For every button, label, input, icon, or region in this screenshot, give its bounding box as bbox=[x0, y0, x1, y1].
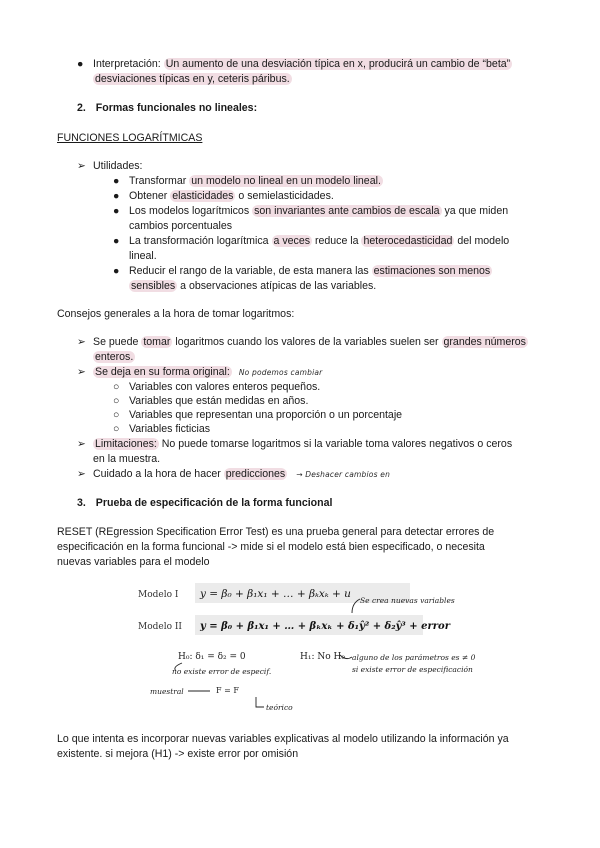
highlight: a veces bbox=[273, 235, 311, 247]
note-new-vars: Se crea nuevas variables bbox=[360, 596, 455, 605]
sub-item: Variables que representan una proporción o un porcentaje bbox=[129, 409, 403, 421]
highlight: sensibles bbox=[131, 280, 176, 292]
utilidad-3-line-2: cambios porcentuales bbox=[129, 220, 233, 232]
bullet-dot: ● bbox=[113, 235, 120, 247]
arrow-teorico bbox=[256, 697, 264, 707]
highlight: grandes números bbox=[443, 336, 526, 348]
arrow-bullet: ➢ bbox=[77, 438, 86, 450]
arrow-bullet: ➢ bbox=[77, 468, 86, 480]
utilidad-4: La transformación logarítmica a veces reduce la heterocedasticidad del modelo bbox=[129, 235, 510, 247]
highlight: un modelo no lineal en un modelo lineal. bbox=[191, 175, 381, 187]
arrow-bullet: ➢ bbox=[77, 366, 86, 378]
utilidad-2: Obtener elasticidades o semielasticidades. bbox=[129, 190, 334, 202]
consejos-intro: Consejos generales a la hora de tomar logaritmos: bbox=[57, 308, 295, 320]
highlight: Limitaciones: bbox=[95, 438, 157, 450]
circle-bullet: ○ bbox=[113, 409, 120, 421]
highlight: Un aumento de una desviación típica en x, producirá un cambio de “beta” bbox=[165, 58, 511, 70]
bullet-dot: ● bbox=[113, 265, 120, 277]
highlight: Se deja en su forma original: bbox=[95, 366, 230, 378]
sub-item: Variables que están medidas en años. bbox=[129, 395, 309, 407]
utilidad-5: Reducir el rango de la variable, de esta manera las estimaciones son menos bbox=[129, 265, 491, 277]
highlight: heterocedasticidad bbox=[363, 235, 453, 247]
consejo-4: Cuidado a la hora de hacer predicciones → Deshacer cambios en bbox=[93, 468, 391, 480]
closing-line-1: Lo que intenta es incorporar nuevas variables explicativas al modelo utilizando la información ya bbox=[57, 733, 509, 745]
highlight: tomar bbox=[143, 336, 171, 348]
circle-bullet: ○ bbox=[113, 395, 120, 407]
sub-item: Variables ficticias bbox=[129, 423, 211, 435]
highlight: son invariantes ante cambios de escala bbox=[254, 205, 440, 217]
utilidades-label: Utilidades: bbox=[93, 160, 143, 172]
utilidad-3: Los modelos logarítmicos son invariantes ante cambios de escala ya que miden bbox=[129, 205, 509, 217]
subheading-funciones-logaritmicas: FUNCIONES LOGARÍTMICAS bbox=[57, 132, 203, 144]
reset-paragraph-line-1: RESET (REgression Specification Error Test) es una prueba general para detectar errores de bbox=[57, 526, 495, 538]
consejo-2 bbox=[93, 365, 322, 380]
f-statistic: F = F bbox=[216, 686, 239, 695]
highlight: predicciones bbox=[225, 468, 286, 480]
equation-2: y = β₀ + β₁x₁ + … + βₖxₖ + δ₁ŷ² + δ₂ŷ³ + error bbox=[200, 621, 450, 632]
equation-1: y = β₀ + β₁x₁ + … + βₖxₖ + u bbox=[200, 588, 351, 600]
handwritten-note: No podemos cambiar bbox=[238, 368, 323, 377]
bullet-dot: ● bbox=[113, 190, 120, 202]
note-teorico: teórico bbox=[266, 703, 293, 712]
arrow-bullet: ➢ bbox=[77, 336, 86, 348]
note-muestral: muestral bbox=[150, 687, 184, 696]
interpretacion-line-1: Interpretación: Un aumento de una desviación típica en x, producirá un cambio de “beta” bbox=[93, 58, 511, 70]
consejo-3-line-2: en la muestra. bbox=[93, 453, 161, 465]
note-h1a: alguno de los parámetros es ≠ 0 bbox=[352, 653, 476, 662]
sub-item: Variables con valores enteros pequeños. bbox=[129, 381, 321, 393]
section-3-heading: 3. Prueba de especificación de la forma funcional bbox=[77, 497, 333, 509]
h0: H₀: δ₁ = δ₂ = 0 bbox=[178, 652, 246, 662]
highlight: elasticidades bbox=[172, 190, 234, 202]
closing-line-2: existente. si mejora (H1) -> existe error por omisión bbox=[57, 748, 299, 760]
section-2-heading: 2. Formas funcionales no lineales: bbox=[77, 102, 258, 114]
circle-bullet: ○ bbox=[113, 381, 120, 393]
reset-figure bbox=[0, 575, 600, 715]
consejo-1-line-2 bbox=[93, 350, 135, 365]
consejo-1: Se puede tomar logaritmos cuando los valores de la variables suelen ser grandes números bbox=[93, 336, 526, 348]
interpretacion-line-2 bbox=[93, 72, 292, 87]
utilidad-4-line-2: lineal. bbox=[129, 250, 157, 262]
note-h1b: si existe error de especificación bbox=[352, 665, 473, 674]
consejo-3: Limitaciones: No puede tomarse logaritmos si la variable toma valores negativos o ceros bbox=[95, 438, 513, 450]
handwritten-note: → Deshacer cambios en bbox=[296, 470, 391, 479]
arrow-bullet: ➢ bbox=[77, 160, 86, 172]
highlight: desviaciones típicas en y, ceteris páribus. bbox=[95, 73, 290, 85]
bullet-dot: ● bbox=[77, 58, 84, 70]
highlight: enteros. bbox=[95, 351, 134, 363]
h1: H₁: No H₀ bbox=[300, 652, 345, 662]
note-h0: no existe error de especif. bbox=[172, 667, 272, 676]
modelo-1-label: Modelo I bbox=[138, 590, 179, 600]
bullet-dot: ● bbox=[113, 205, 120, 217]
utilidad-5-line-2: sensibles a observaciones atípicas de las variables. bbox=[131, 280, 377, 292]
circle-bullet: ○ bbox=[113, 423, 120, 435]
utilidad-1: Transformar un modelo no lineal en un modelo lineal. bbox=[129, 175, 381, 187]
reset-paragraph-line-3: nuevas variables para el modelo bbox=[57, 556, 210, 568]
modelo-2-label: Modelo II bbox=[138, 622, 182, 632]
highlight: estimaciones son menos bbox=[373, 265, 491, 277]
reset-paragraph-line-2: especificación en la forma funcional -> mide si el modelo está bien especificado, o necesita bbox=[57, 541, 485, 553]
bullet-dot: ● bbox=[113, 175, 120, 187]
